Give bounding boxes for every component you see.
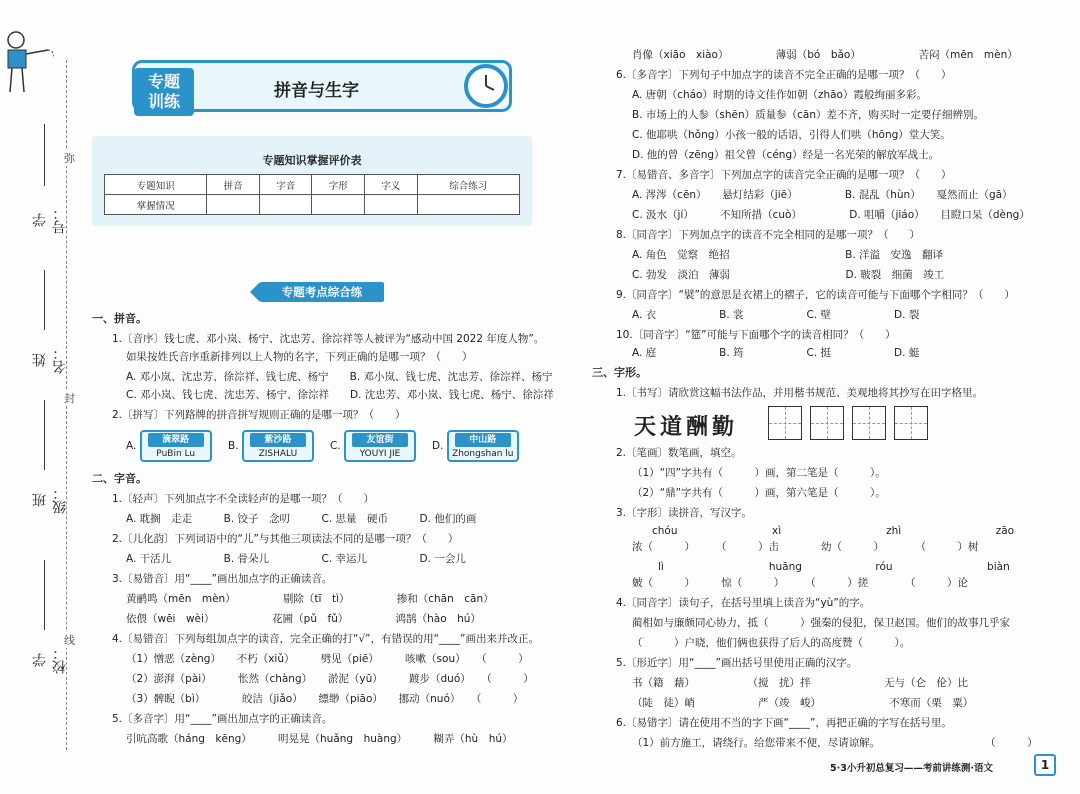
binding-word-mi: 弥 bbox=[64, 152, 75, 165]
option-line: A. 角色 觉察 绝招 B. 洋溢 安逸 翻译 bbox=[632, 249, 944, 261]
option-line: D. 他的曾（zēng）祖父曾（céng）经是一名光荣的解放军战士。 bbox=[632, 149, 940, 161]
name-label: 姓名： bbox=[32, 346, 68, 374]
option-label: D. bbox=[432, 440, 444, 452]
option-line: A. 衣 B. 裳 C. 壁 D. 裂 bbox=[632, 309, 920, 321]
road-sign-name: 中山路 bbox=[455, 433, 511, 447]
option-line: C. 汲水（jí） 不知所措（cuò） D. 咀嚼（jiáo） 目瞪口呆（dèng） bbox=[632, 209, 1030, 221]
option-line: （3）髀睨（bì） 皎洁（jiǎo） 缥缈（piāo） 挪动（nuó） （ ） bbox=[126, 693, 524, 705]
table-row bbox=[105, 175, 520, 195]
option-line: A. 干活儿 B. 骨朵儿 C. 幸运儿 D. 一会儿 bbox=[126, 553, 466, 565]
tianzige-box[interactable] bbox=[810, 406, 844, 440]
road-sign-name: 友谊街 bbox=[352, 433, 408, 447]
section-heading: 二、字音。 bbox=[92, 472, 147, 485]
question-text: 2.〔笔画〕数笔画，填空。 bbox=[616, 447, 742, 459]
table-cell: 字音 bbox=[259, 175, 312, 195]
option-label: A. bbox=[126, 440, 137, 452]
option-line: 皴（ ） 惊（ ） （ ）搓 （ ）论 bbox=[632, 577, 968, 589]
tianzige-box[interactable] bbox=[852, 406, 886, 440]
road-sign-pinyin: ZISHALU bbox=[258, 449, 298, 459]
section-heading: 一、拼音。 bbox=[92, 312, 147, 325]
badge-line1: 专题 bbox=[147, 72, 180, 91]
topic-badge bbox=[134, 68, 194, 116]
table-cell: 拼音 bbox=[207, 175, 260, 195]
road-sign-pinyin: YOUYI JIE bbox=[359, 449, 401, 459]
question-text: 5.〔形近字〕用“____”画出括号里使用正确的汉字。 bbox=[616, 657, 858, 669]
question-text: 6.〔多音字〕下列句子中加点字的读音不完全正确的是哪一项？（ ） bbox=[616, 69, 952, 81]
question-text: 4.〔易错音〕下列每组加点字的读音，完全正确的打“√”，有错误的用“____”画出来并改正。 bbox=[112, 633, 539, 645]
option-line: 依偎（wēi wèi） 花圃（pǔ fǔ） 鸿鹄（hào hú） bbox=[126, 613, 481, 625]
question-text: 10.〔同音字〕“筵”可能与下面哪个字的读音相同？（ ） bbox=[616, 329, 896, 341]
option-line: A. 邓小岚、沈忠芳、徐淙祥、钱七虎、杨宁 B. 邓小岚、钱七虎、沈忠芳、徐淙祥、杨宁 bbox=[126, 371, 553, 383]
road-sign bbox=[447, 430, 519, 462]
table-cell: 专题知识 bbox=[105, 175, 207, 195]
option-line: A. 唐朝（cháo）时期的诗文佳作如朝（zhāo）霞般绚丽多彩。 bbox=[632, 89, 927, 101]
option-label: B. bbox=[228, 440, 239, 452]
left-column bbox=[92, 40, 554, 790]
school-line[interactable] bbox=[44, 560, 45, 630]
calligraphy-artwork: 天道酬勤 bbox=[634, 414, 739, 440]
footer-text: 5·3小升初总复习——考前讲练测·语文 bbox=[830, 763, 993, 774]
question-text: 8.〔同音字〕下列加点字的读音不完全相同的是哪一项？（ ） bbox=[616, 229, 921, 241]
binding-margin bbox=[0, 0, 90, 794]
stick-figure-icon bbox=[2, 28, 54, 98]
question-text: 5.〔多音字〕用“____”画出加点字的正确读音。 bbox=[112, 713, 333, 725]
question-text: 1.〔音序〕钱七虎、邓小岚、杨宁、沈忠芳、徐淙祥等人被评为“感动中国 2022 年度人物”。 bbox=[112, 333, 545, 345]
eval-table-title: 专题知识掌握评价表 bbox=[262, 154, 362, 167]
option-line: 书（籍 藉） （搅 扰）拌 无与（仑 伦）比 bbox=[632, 677, 968, 689]
road-sign bbox=[242, 430, 314, 462]
table-cell-input[interactable] bbox=[259, 195, 312, 215]
alarm-clock-icon bbox=[464, 64, 508, 108]
right-column bbox=[592, 48, 1062, 788]
table-cell: 综合练习 bbox=[417, 175, 519, 195]
option-line: C. 他耶哄（hǒng）小孩一般的话语，引得人们哄（hōng）堂大笑。 bbox=[632, 129, 951, 141]
class-line[interactable] bbox=[44, 400, 45, 470]
option-line: （1）前方施工，请绕行。给您带来不便，尽请谅解。 （ ） bbox=[632, 737, 1038, 749]
question-text: 如果按姓氏音序重新排列以上人物的名字，下列正确的是哪一项？（ ） bbox=[126, 351, 473, 363]
question-text: 7.〔易错音、多音字〕下列加点字的读音完全正确的是哪一项？（ ） bbox=[616, 169, 952, 181]
road-sign-name: 紫沙路 bbox=[250, 433, 306, 447]
table-row bbox=[105, 195, 520, 215]
option-line: B. 市场上的人参（shēn）质量参（cān）差不齐，购买时一定要仔细辨别。 bbox=[632, 109, 984, 121]
option-line: （1）“四”字共有（ ）画，第二笔是（ ）。 bbox=[632, 467, 886, 479]
option-line: （陡 徒）峭 严（竣 峻） 不寒而（栗 粟） bbox=[632, 697, 974, 709]
school-label: 学校： bbox=[32, 646, 68, 674]
option-line: 浓（ ） （ ）击 幼（ ） （ ）树 bbox=[632, 541, 979, 553]
option-line: 黄鹂鸣（mēn mèn） 剔除（tī tì） 掺和（chān cān） bbox=[126, 593, 494, 605]
sign-option-c bbox=[330, 430, 416, 462]
sign-option-b bbox=[228, 430, 314, 462]
table-cell-input[interactable] bbox=[365, 195, 418, 215]
sign-option-d bbox=[432, 430, 519, 462]
pinyin-line: chóu xì zhì zāo bbox=[652, 525, 1015, 537]
option-label: C. bbox=[330, 440, 341, 452]
table-cell-input[interactable] bbox=[417, 195, 519, 215]
pinyin-line: lì huāng róu biàn bbox=[658, 561, 1010, 573]
option-line: A. 耽搁 走走 B. 饺子 念叨 C. 思量 硬币 D. 他们的画 bbox=[126, 513, 477, 525]
badge-line2: 训练 bbox=[147, 92, 180, 111]
question-text: 1.〔轻声〕下列加点字不全读轻声的是哪一项？（ ） bbox=[112, 493, 375, 505]
option-line: （ ）户晓，他们俩也获得了后人的高度赞（ ）。 bbox=[632, 637, 911, 649]
table-cell: 字义 bbox=[365, 175, 418, 195]
sign-option-a bbox=[126, 430, 212, 462]
eval-table bbox=[104, 174, 520, 215]
road-sign-pinyin: PuBin Lu bbox=[156, 449, 196, 459]
page-number: 1 bbox=[1034, 754, 1056, 776]
option-line: （1）憎恶（zèng） 不朽（xiǔ） 劈见（piē） 咳嗽（sou） （ ） bbox=[126, 653, 529, 665]
road-sign-pinyin: Zhongshan lu bbox=[452, 449, 514, 459]
question-text: 3.〔易错音〕用“____”画出加点字的正确读音。 bbox=[112, 573, 333, 585]
option-line: C. 邓小岚、钱七虎、沈忠芳、杨宁、徐淙祥 D. 沈忠芳、邓小岚、钱七虎、杨宁、徐淙祥 bbox=[126, 389, 554, 401]
option-line: （2）澎湃（pài） 怅然（chàng） 淤泥（yū） 踱步（duó） （ ） bbox=[126, 673, 534, 685]
page-title: 拼音与生字 bbox=[274, 81, 359, 101]
table-cell: 掌握情况 bbox=[105, 195, 207, 215]
question-text: 2.〔拼写〕下列路牌的拼音拼写规则正确的是哪一项？（ ） bbox=[112, 409, 406, 421]
question-text: 4.〔同音字〕读句子，在括号里填上读音为“yù”的字。 bbox=[616, 597, 871, 609]
road-sign bbox=[140, 430, 212, 462]
question-text: 3.〔字形〕读拼音，写汉字。 bbox=[616, 507, 753, 519]
class-label: 班级： bbox=[32, 486, 68, 514]
table-cell-input[interactable] bbox=[207, 195, 260, 215]
option-line: 肖像（xiāo xiào） 薄弱（bó bǎo） 苦闷（mēn mèn） bbox=[632, 49, 1018, 61]
road-sign-name: 滴翠路 bbox=[148, 433, 204, 447]
road-sign bbox=[344, 430, 416, 462]
student-no-label: 学号： bbox=[32, 206, 68, 234]
option-line: （2）“鼎”字共有（ ）画，第六笔是（ ）。 bbox=[632, 487, 886, 499]
table-cell: 字形 bbox=[312, 175, 365, 195]
option-line: A. 涔涔（cēn） 悬灯结彩（jiē） B. 混乱（hùn） 戛然而止（gā） bbox=[632, 189, 1013, 201]
option-line: 引吭高歌（háng kēng） 明晃晃（huǎng huàng） 糊弄（hù hú） bbox=[126, 733, 513, 745]
question-text: 6.〔易错字〕请在使用不当的字下画“____”，再把正确的字写在括号里。 bbox=[616, 717, 952, 729]
section-heading: 三、字形。 bbox=[592, 366, 647, 379]
question-text: 9.〔同音字〕“襞”的意思是衣裙上的褶子，它的读音可能与下面哪个字相同？（ ） bbox=[616, 289, 1015, 301]
option-line: A. 庭 B. 筠 C. 挺 D. 蜓 bbox=[632, 347, 920, 359]
binding-word-xian: 线 bbox=[64, 634, 75, 647]
section-banner: 专题考点综合练 bbox=[260, 282, 384, 302]
tianzige-box[interactable] bbox=[768, 406, 802, 440]
question-text: 1.〔书写〕请欣赏这幅书法作品，并用楷书规范、美观地将其抄写在田字格里。 bbox=[616, 387, 984, 399]
name-line[interactable] bbox=[44, 270, 45, 330]
table-cell-input[interactable] bbox=[312, 195, 365, 215]
option-line: 蔺相如与廉颇同心协力，抵（ ）强秦的侵犯，保卫赵国。他们的故事几乎家 bbox=[632, 617, 1010, 629]
binding-word-feng: 封 bbox=[64, 392, 75, 405]
tianzige-box[interactable] bbox=[894, 406, 928, 440]
option-line: C. 勃发 淡泊 薄弱 D. 皲裂 细菌 竣工 bbox=[632, 269, 945, 281]
question-text: 2.〔儿化韵〕下列词语中的“儿”与其他三项读法不同的是哪一项？（ ） bbox=[112, 533, 459, 545]
student-no-line[interactable] bbox=[44, 124, 45, 186]
